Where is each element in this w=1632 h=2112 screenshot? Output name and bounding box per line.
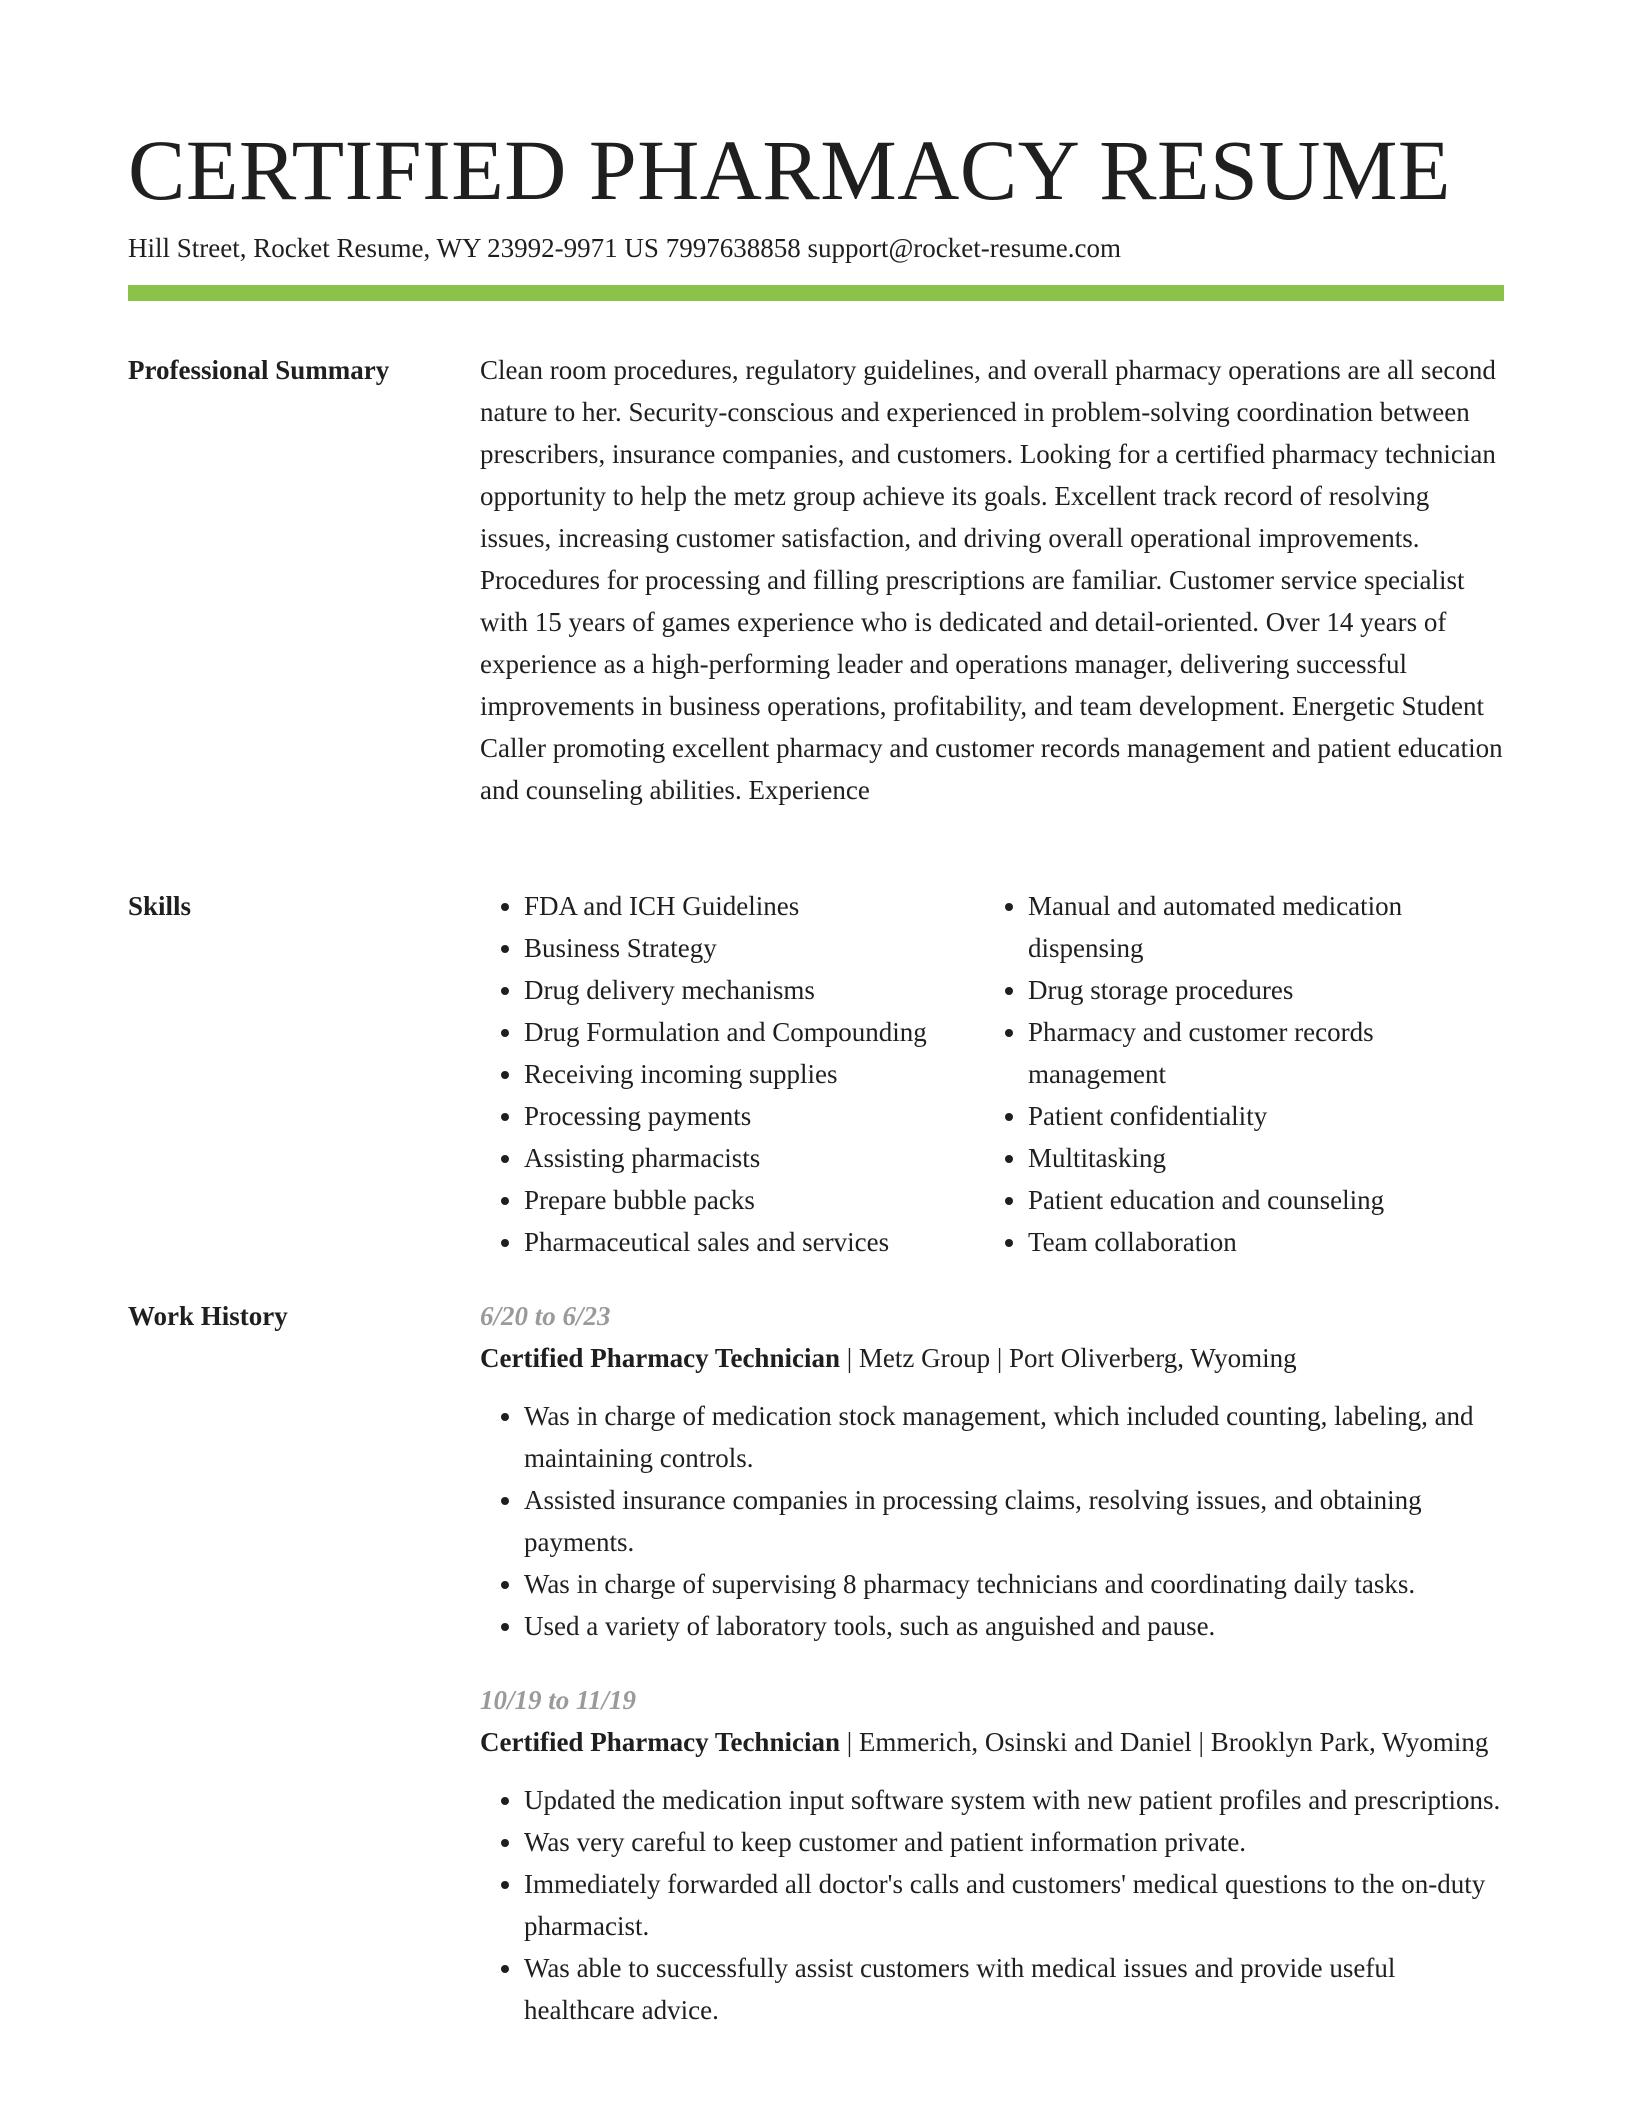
skill-item: • Drug Formulation and Compounding <box>524 1011 994 1053</box>
job-bullet: • Was in charge of supervising 8 pharmacy technicians and coordinating daily tasks. <box>524 1563 1504 1605</box>
skill-item: • Processing payments <box>524 1095 994 1137</box>
skill-item: • Receiving incoming supplies <box>524 1053 994 1095</box>
summary-section <box>480 349 1504 811</box>
job-title: Certified Pharmacy Technician <box>480 1343 840 1373</box>
job-bullet: • Immediately forwarded all doctor's calls and customers' medical questions to the on-duty pharmacist. <box>524 1863 1504 1947</box>
job-entry <box>480 1679 1504 2031</box>
skill-item: • Prepare bubble packs <box>524 1179 994 1221</box>
skill-item: • FDA and ICH Guidelines <box>524 885 994 927</box>
job-bullet: • Updated the medication input software system with new patient profiles and prescriptions. <box>524 1779 1504 1821</box>
job-employer-location: | Metz Group | Port Oliverberg, Wyoming <box>839 1343 1297 1373</box>
skill-item: • Business Strategy <box>524 927 994 969</box>
skill-item: • Team collaboration <box>1028 1221 1508 1263</box>
skill-item: • Drug delivery mechanisms <box>524 969 994 1011</box>
summary-heading: Professional Summary <box>128 355 390 385</box>
job-header <box>480 1721 1504 1763</box>
work-history-heading: Work History <box>128 1301 288 1331</box>
job-title: Certified Pharmacy Technician <box>480 1727 840 1757</box>
skill-item: • Pharmacy and customer records management <box>1028 1011 1508 1095</box>
skill-item: • Multitasking <box>1028 1137 1508 1179</box>
job-bullet: • Was in charge of medication stock management, which included counting, labeling, and maintaining controls. <box>524 1395 1504 1479</box>
resume-title: CERTIFIED PHARMACY RESUME <box>128 122 1451 218</box>
job-bullet: • Was very careful to keep customer and patient information private. <box>524 1821 1504 1863</box>
skill-item: • Drug storage procedures <box>1028 969 1508 1011</box>
job-employer-location: | Emmerich, Osinski and Daniel | Brooklyn Park, Wyoming <box>839 1727 1489 1757</box>
skills-heading: Skills <box>128 891 192 921</box>
skill-item: • Assisting pharmacists <box>524 1137 994 1179</box>
job-bullet: • Used a variety of laboratory tools, such as anguished and pause. <box>524 1605 1504 1647</box>
skills-list-left <box>480 885 994 1263</box>
skill-item: • Manual and automated medication dispensing <box>1028 885 1508 969</box>
skill-item: • Pharmaceutical sales and services <box>524 1221 994 1263</box>
header-divider <box>128 285 1504 301</box>
job-dates: 6/20 to 6/23 <box>480 1301 611 1331</box>
job-bullets <box>480 1395 1504 1647</box>
job-dates: 10/19 to 11/19 <box>480 1685 637 1715</box>
job-bullets <box>480 1779 1504 2031</box>
summary-text: Clean room procedures, regulatory guidelines, and overall pharmacy operations are all second nature to her. Security-conscious and experienced in problem-solving coordination between prescribers, insurance companies, and customers. Looking for a certified pharmacy technician opportunity to help the metz group achieve its goals. Excellent track record of resolving issues, increasing customer satisfaction, and driving overall operational improvements. Procedures for processing and filling prescriptions are familiar. Customer service specialist with 15 years of games experience who is dedicated and detail-oriented. Over 14 years of experience as a high-performing leader and operations manager, delivering successful improvements in business operations, profitability, and team development. Energetic Student Caller promoting excellent pharmacy and customer records management and patient education and counseling abilities. Experience <box>480 355 1503 805</box>
job-entry <box>480 1295 1504 1647</box>
job-bullet: • Was able to successfully assist customers with medical issues and provide useful healthcare advice. <box>524 1947 1504 2031</box>
skills-list-right <box>984 885 1508 1263</box>
skill-item: • Patient confidentiality <box>1028 1095 1508 1137</box>
job-header <box>480 1337 1504 1379</box>
job-bullet: • Assisted insurance companies in processing claims, resolving issues, and obtaining payments. <box>524 1479 1504 1563</box>
contact-line: Hill Street, Rocket Resume, WY 23992-9971 US 7997638858 support@rocket-resume.com <box>128 233 1121 263</box>
skill-item: • Patient education and counseling <box>1028 1179 1508 1221</box>
